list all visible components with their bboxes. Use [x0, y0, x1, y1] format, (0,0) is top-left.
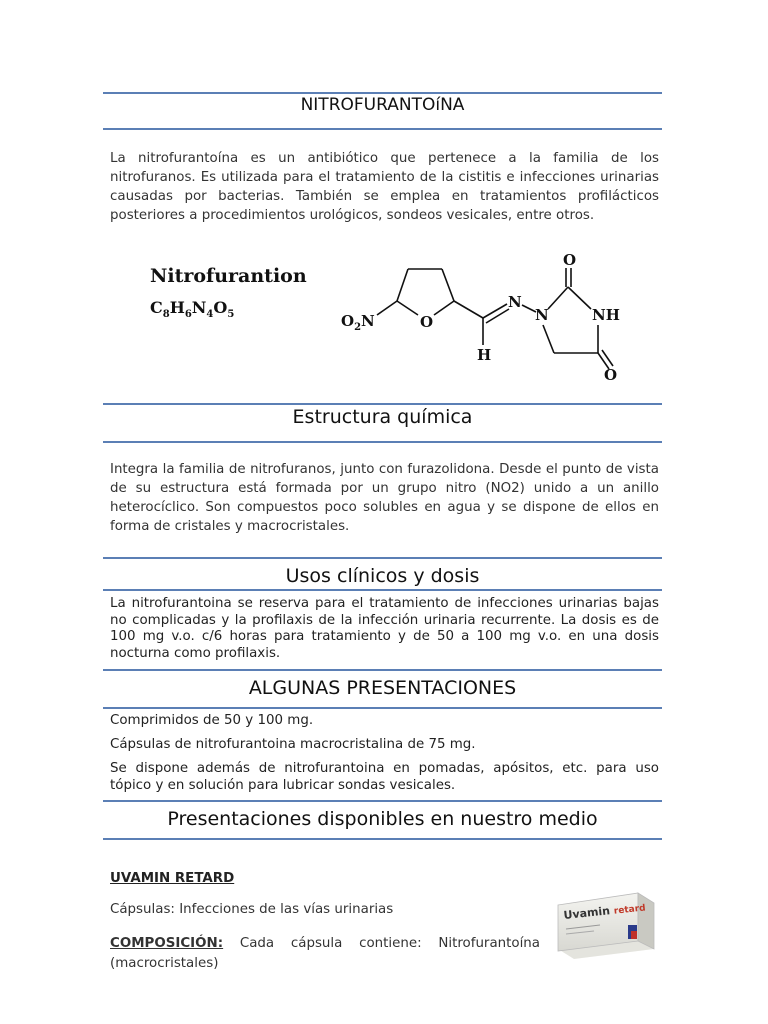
atom-o-bottom: O — [604, 366, 618, 384]
estructura-bottom-rule — [103, 441, 662, 443]
molecule-name: Nitrofurantion — [150, 265, 307, 287]
atom-n2: N — [535, 306, 549, 324]
presentacion-item-2: Cápsulas de nitrofurantoina macrocristalina de 75 mg. — [110, 737, 476, 752]
atom-nh: NH — [592, 306, 620, 324]
presentaciones-top-rule — [103, 669, 662, 671]
usos-top-rule — [103, 557, 662, 559]
atom-ring-o: O — [420, 313, 434, 331]
estructura-heading: Estructura química — [292, 406, 473, 428]
disponibles-bottom-rule — [103, 838, 662, 840]
product-name: UVAMIN RETARD — [110, 871, 235, 886]
disponibles-heading: Presentaciones disponibles en nuestro medio — [167, 808, 598, 830]
presentacion-item-1: Comprimidos de 50 y 100 mg. — [110, 713, 314, 728]
product-composicion: COMPOSICIÓN: Cada cápsula contiene: Nitrofurantoína (macrocristales) — [110, 936, 540, 971]
atom-n1: N — [508, 293, 522, 311]
product-capsulas: Cápsulas: Infecciones de las vías urinarias — [110, 902, 394, 917]
atom-o-top: O — [563, 251, 577, 269]
atom-o2n: $O_2N$ — [341, 312, 375, 333]
usos-bottom-rule — [103, 589, 662, 591]
estructura-paragraph: Integra la familia de nitrofuranos, junto con furazolidona. Desde el punto de vista de su estructura está formada por un grupo nitro (NO2) unido a un anillo heterocíclico. Son compuestos poco solubles en agua y se dispone de ellos en forma de cristales y macrocristales. — [110, 462, 659, 534]
title-bottom-rule — [103, 128, 662, 130]
molecule-formula: $C_8H_6N_4O_5$ — [150, 298, 235, 321]
presentaciones-heading: ALGUNAS PRESENTACIONES — [248, 677, 517, 699]
usos-paragraph: La nitrofurantoina se reserva para el tratamiento de infecciones urinarias bajas no complicadas y la profilaxis de la infección urinaria recurrente. La dosis es de 100 mg v.o. c/6 horas para tratamiento y de 50 a 100 mg v.o. en una dosis nocturna como profilaxis. — [110, 596, 659, 661]
page-title: NITROFURANTOíNA — [300, 95, 465, 115]
intro-paragraph: La nitrofurantoína es un antibiótico que pertenece a la familia de los nitrofuranos. Es utilizada para el tratamiento de la cistitis e infecciones urinarias causadas por bacterias. También se emplea en tratamientos profilácticos posteriores a procedimientos urológicos, sondeos vesicales, entre otros. — [110, 151, 659, 223]
nitrofurantoin-structure-diagram — [330, 245, 640, 390]
box-brand: Uvamin retard — [562, 903, 647, 922]
presentacion-item-3: Se dispone además de nitrofurantoina en pomadas, apósitos, etc. para uso tópico y en solución para lubricar sondas vesicales. — [110, 761, 659, 793]
presentaciones-bottom-rule — [103, 707, 662, 709]
uvamin-retard-box-image — [554, 889, 658, 961]
usos-heading: Usos clínicos y dosis — [285, 565, 480, 587]
atom-h: H — [477, 346, 492, 364]
disponibles-top-rule — [103, 800, 662, 802]
